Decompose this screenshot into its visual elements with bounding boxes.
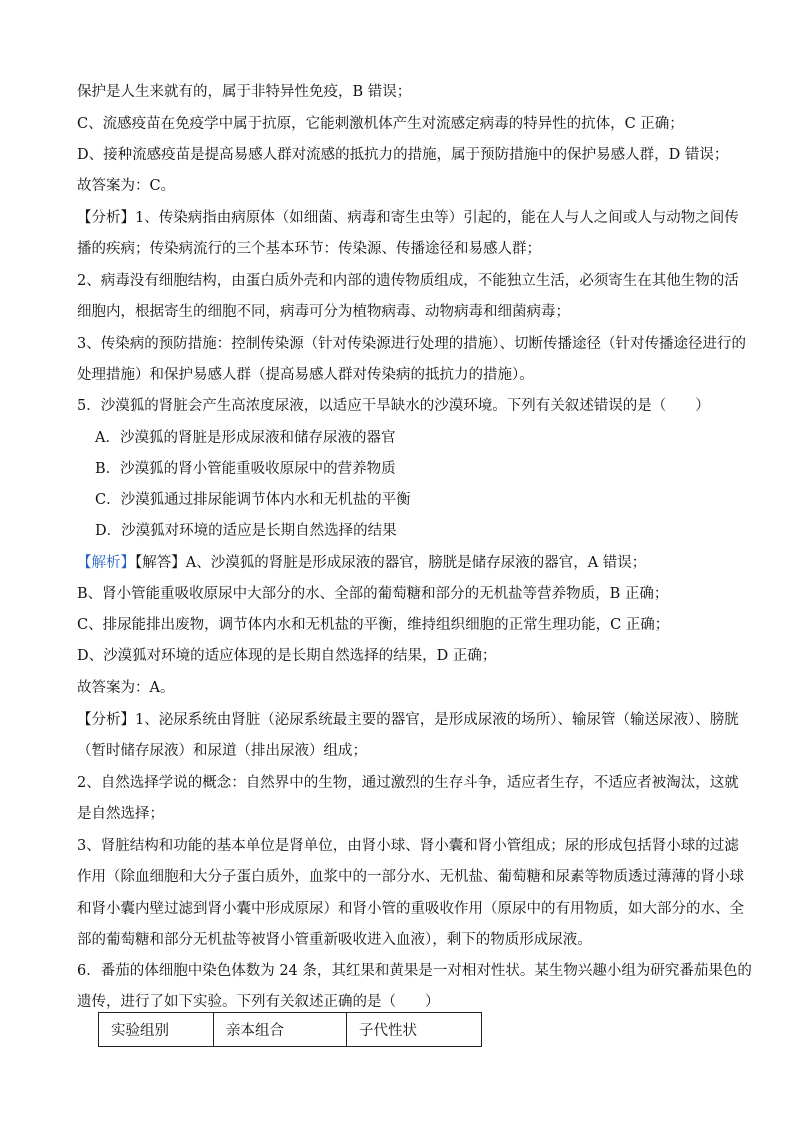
text-line: 故答案为：C。	[77, 178, 176, 194]
text-line: C、排尿能排出废物，调节体内水和无机盐的平衡，维持组织细胞的正常生理功能，C 正确；	[77, 617, 670, 633]
text-line: 2、自然选择学说的概念：自然界中的生物，通过激烈的生存斗争，适应者生存，不适应者被淘汰，这就	[77, 775, 739, 791]
text-line: 作用（除血细胞和大分子蛋白质外，血浆中的一部分水、无机盐、葡萄糖和尿素等物质透过薄薄的肾小球	[77, 869, 744, 885]
text-line: 细胞内，根据寄生的细胞不同，病毒可分为植物病毒、动物病毒和细菌病毒；	[77, 304, 570, 320]
answer-text: 【解答】A、沙漠狐的肾脏是形成尿液的器官，膀胱是储存尿液的器官，A 错误；	[135, 555, 647, 571]
table-header-cell: 实验组别	[99, 1013, 214, 1047]
text-line: 3、传染病的预防措施：控制传染源（针对传染源进行处理的措施）、切断传播途径（针对传播途径进行的	[77, 336, 746, 352]
question-6-stem: 6．番茄的体细胞中染色体数为 24 条，其红果和黄果是一对相对性状。某生物兴趣小组为研究番茄果色的	[77, 963, 752, 979]
option-a: A．沙漠狐的肾脏是形成尿液和储存尿液的器官	[95, 430, 396, 446]
text-line: 播的疾病；传染病流行的三个基本环节：传染源、传播途径和易感人群；	[77, 241, 541, 257]
text-line: C、流感疫苗在免疫学中属于抗原，它能刺激机体产生对流感定病毒的特异性的抗体，C 正确；	[77, 116, 684, 132]
option-c: C．沙漠狐通过排尿能调节体内水和无机盐的平衡	[95, 492, 411, 508]
table-header-cell: 亲本组合	[214, 1013, 347, 1047]
text-line: 2、病毒没有细胞结构，由蛋白质外壳和内部的遗传物质组成，不能独立生活，必须寄生在其他生物的活	[77, 273, 739, 289]
text-line: 故答案为：A。	[77, 680, 175, 696]
option-b: B．沙漠狐的肾小管能重吸收原尿中的营养物质	[95, 461, 396, 477]
text-line: （暂时储存尿液）和尿道（排出尿液）组成；	[77, 743, 367, 759]
text-line: D、接种流感疫苗是提高易感人群对流感的抵抗力的措施，属于预防措施中的保护易感人群，D 错误；	[77, 147, 729, 163]
text-line: 是自然选择；	[77, 806, 164, 822]
option-d: D．沙漠狐对环境的适应是长期自然选择的结果	[95, 523, 397, 539]
text-line: 和肾小囊内壁过滤到肾小囊中形成原尿）和肾小管的重吸收作用（原尿中的有用物质，如大部分的水、全	[77, 901, 744, 917]
question-5-stem: 5．沙漠狐的肾脏会产生高浓度尿液，以适应干旱缺水的沙漠环境。下列有关叙述错误的是（ ）	[77, 398, 710, 414]
text-line: 保护是人生来就有的，属于非特异性免疫，B 错误；	[77, 84, 412, 100]
text-line: 3、肾脏结构和功能的基本单位是肾单位，由肾小球、肾小囊和肾小管组成；尿的形成包括肾小球的过滤	[77, 838, 739, 854]
table-header-cell: 子代性状	[347, 1013, 482, 1047]
answer-line	[77, 553, 646, 573]
text-line: D、沙漠狐对环境的适应体现的是长期自然选择的结果，D 正确；	[77, 648, 497, 664]
text-line: 遗传，进行了如下实验。下列有关叙述正确的是（ ）	[77, 994, 440, 1010]
text-line: B、肾小管能重吸收原尿中大部分的水、全部的葡萄糖和部分的无机盐等营养物质，B 正确；	[77, 586, 669, 602]
text-line: 部的葡萄糖和部分无机盐等被肾小管重新吸收进入血液），剩下的物质形成尿液。	[77, 932, 592, 948]
text-line: 处理措施）和保护易感人群（提高易感人群对传染病的抵抗力的措施）。	[77, 367, 534, 383]
analysis-tag: 【解析】	[77, 555, 135, 571]
experiment-table	[98, 1012, 482, 1047]
analysis-line: 【分析】1、泌尿系统由肾脏（泌尿系统最主要的器官，是形成尿液的场所）、输尿管（输送尿液）、膀胱	[77, 712, 739, 728]
analysis-line: 【分析】1、传染病指由病原体（如细菌、病毒和寄生虫等）引起的，能在人与人之间或人与动物之间传	[77, 210, 739, 226]
table-header-row	[99, 1013, 482, 1047]
